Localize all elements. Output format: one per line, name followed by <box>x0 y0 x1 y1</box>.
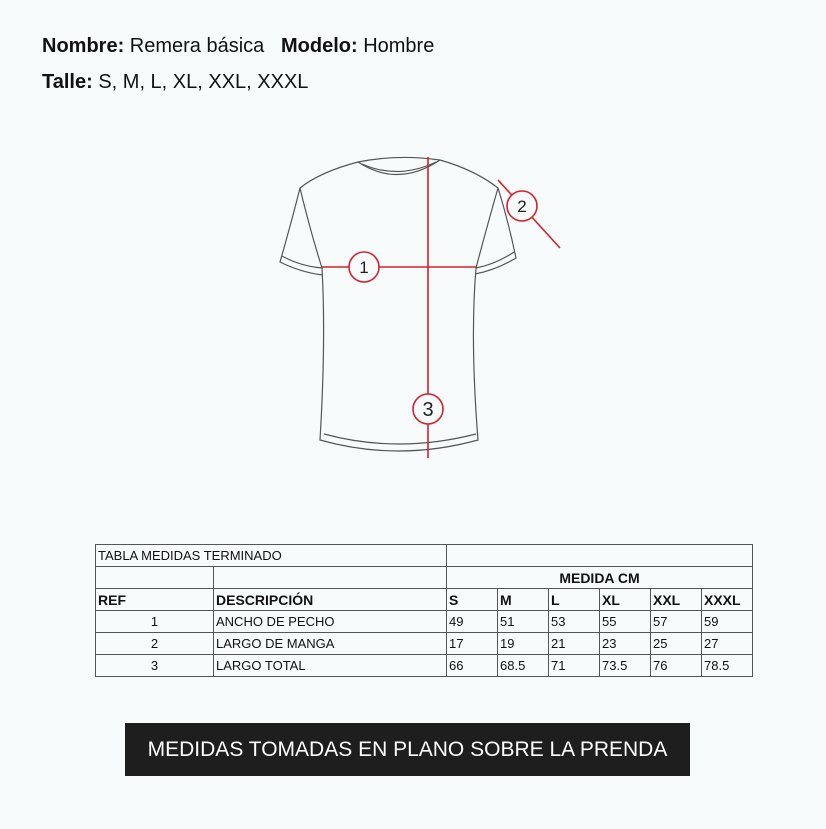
product-name-line <box>42 34 434 58</box>
empty-cell <box>96 567 214 589</box>
size-header-xxl: XXL <box>651 589 702 611</box>
nombre-label: Nombre: <box>42 35 125 57</box>
footer-banner: MEDIDAS TOMADAS EN PLANO SOBRE LA PRENDA <box>125 723 690 776</box>
marker-1 <box>349 252 379 282</box>
row-description: ANCHO DE PECHO <box>214 611 447 633</box>
row-value: 57 <box>651 611 702 633</box>
size-header-m: M <box>498 589 549 611</box>
size-header-xxxl: XXXL <box>702 589 753 611</box>
row-value: 21 <box>549 633 600 655</box>
size-header-xl: XL <box>600 589 651 611</box>
row-value: 68.5 <box>498 655 549 677</box>
row-value: 76 <box>651 655 702 677</box>
row-ref: 3 <box>96 655 214 677</box>
row-description: LARGO DE MANGA <box>214 633 447 655</box>
row-value: 71 <box>549 655 600 677</box>
table-row <box>96 655 753 677</box>
table-title: TABLA MEDIDAS TERMINADO <box>96 545 447 567</box>
row-value: 59 <box>702 611 753 633</box>
row-value: 51 <box>498 611 549 633</box>
marker-3-label: 3 <box>422 399 434 421</box>
row-ref: 2 <box>96 633 214 655</box>
row-value: 23 <box>600 633 651 655</box>
measurements-table <box>95 544 753 677</box>
marker-2 <box>507 191 537 221</box>
description-header: DESCRIPCIÓN <box>214 589 447 611</box>
nombre-value: Remera básica <box>129 35 265 57</box>
row-value: 53 <box>549 611 600 633</box>
table-header-row <box>96 589 753 611</box>
sizes-line <box>42 70 308 94</box>
row-value: 25 <box>651 633 702 655</box>
talle-value: S, M, L, XL, XXL, XXXL <box>98 71 309 93</box>
medida-label: MEDIDA CM <box>447 567 753 589</box>
ref-header: REF <box>96 589 214 611</box>
table-title-row <box>96 545 753 567</box>
row-value: 19 <box>498 633 549 655</box>
table-title-empty <box>447 545 753 567</box>
talle-label: Talle: <box>42 71 93 93</box>
table-row <box>96 633 753 655</box>
size-header-l: L <box>549 589 600 611</box>
marker-3 <box>413 394 443 424</box>
table-row <box>96 611 753 633</box>
row-value: 66 <box>447 655 498 677</box>
tshirt-diagram <box>270 150 570 470</box>
row-value: 49 <box>447 611 498 633</box>
row-ref: 1 <box>96 611 214 633</box>
row-value: 55 <box>600 611 651 633</box>
modelo-label: Modelo: <box>280 35 358 57</box>
row-value: 73.5 <box>600 655 651 677</box>
row-value: 17 <box>447 633 498 655</box>
table-medida-row <box>96 567 753 589</box>
marker-1-label: 1 <box>359 258 369 277</box>
marker-2-label: 2 <box>517 197 527 216</box>
empty-cell <box>214 567 447 589</box>
row-value: 27 <box>702 633 753 655</box>
row-description: LARGO TOTAL <box>214 655 447 677</box>
modelo-value: Hombre <box>363 35 435 57</box>
size-header-s: S <box>447 589 498 611</box>
row-value: 78.5 <box>702 655 753 677</box>
tshirt-outline <box>280 157 516 451</box>
